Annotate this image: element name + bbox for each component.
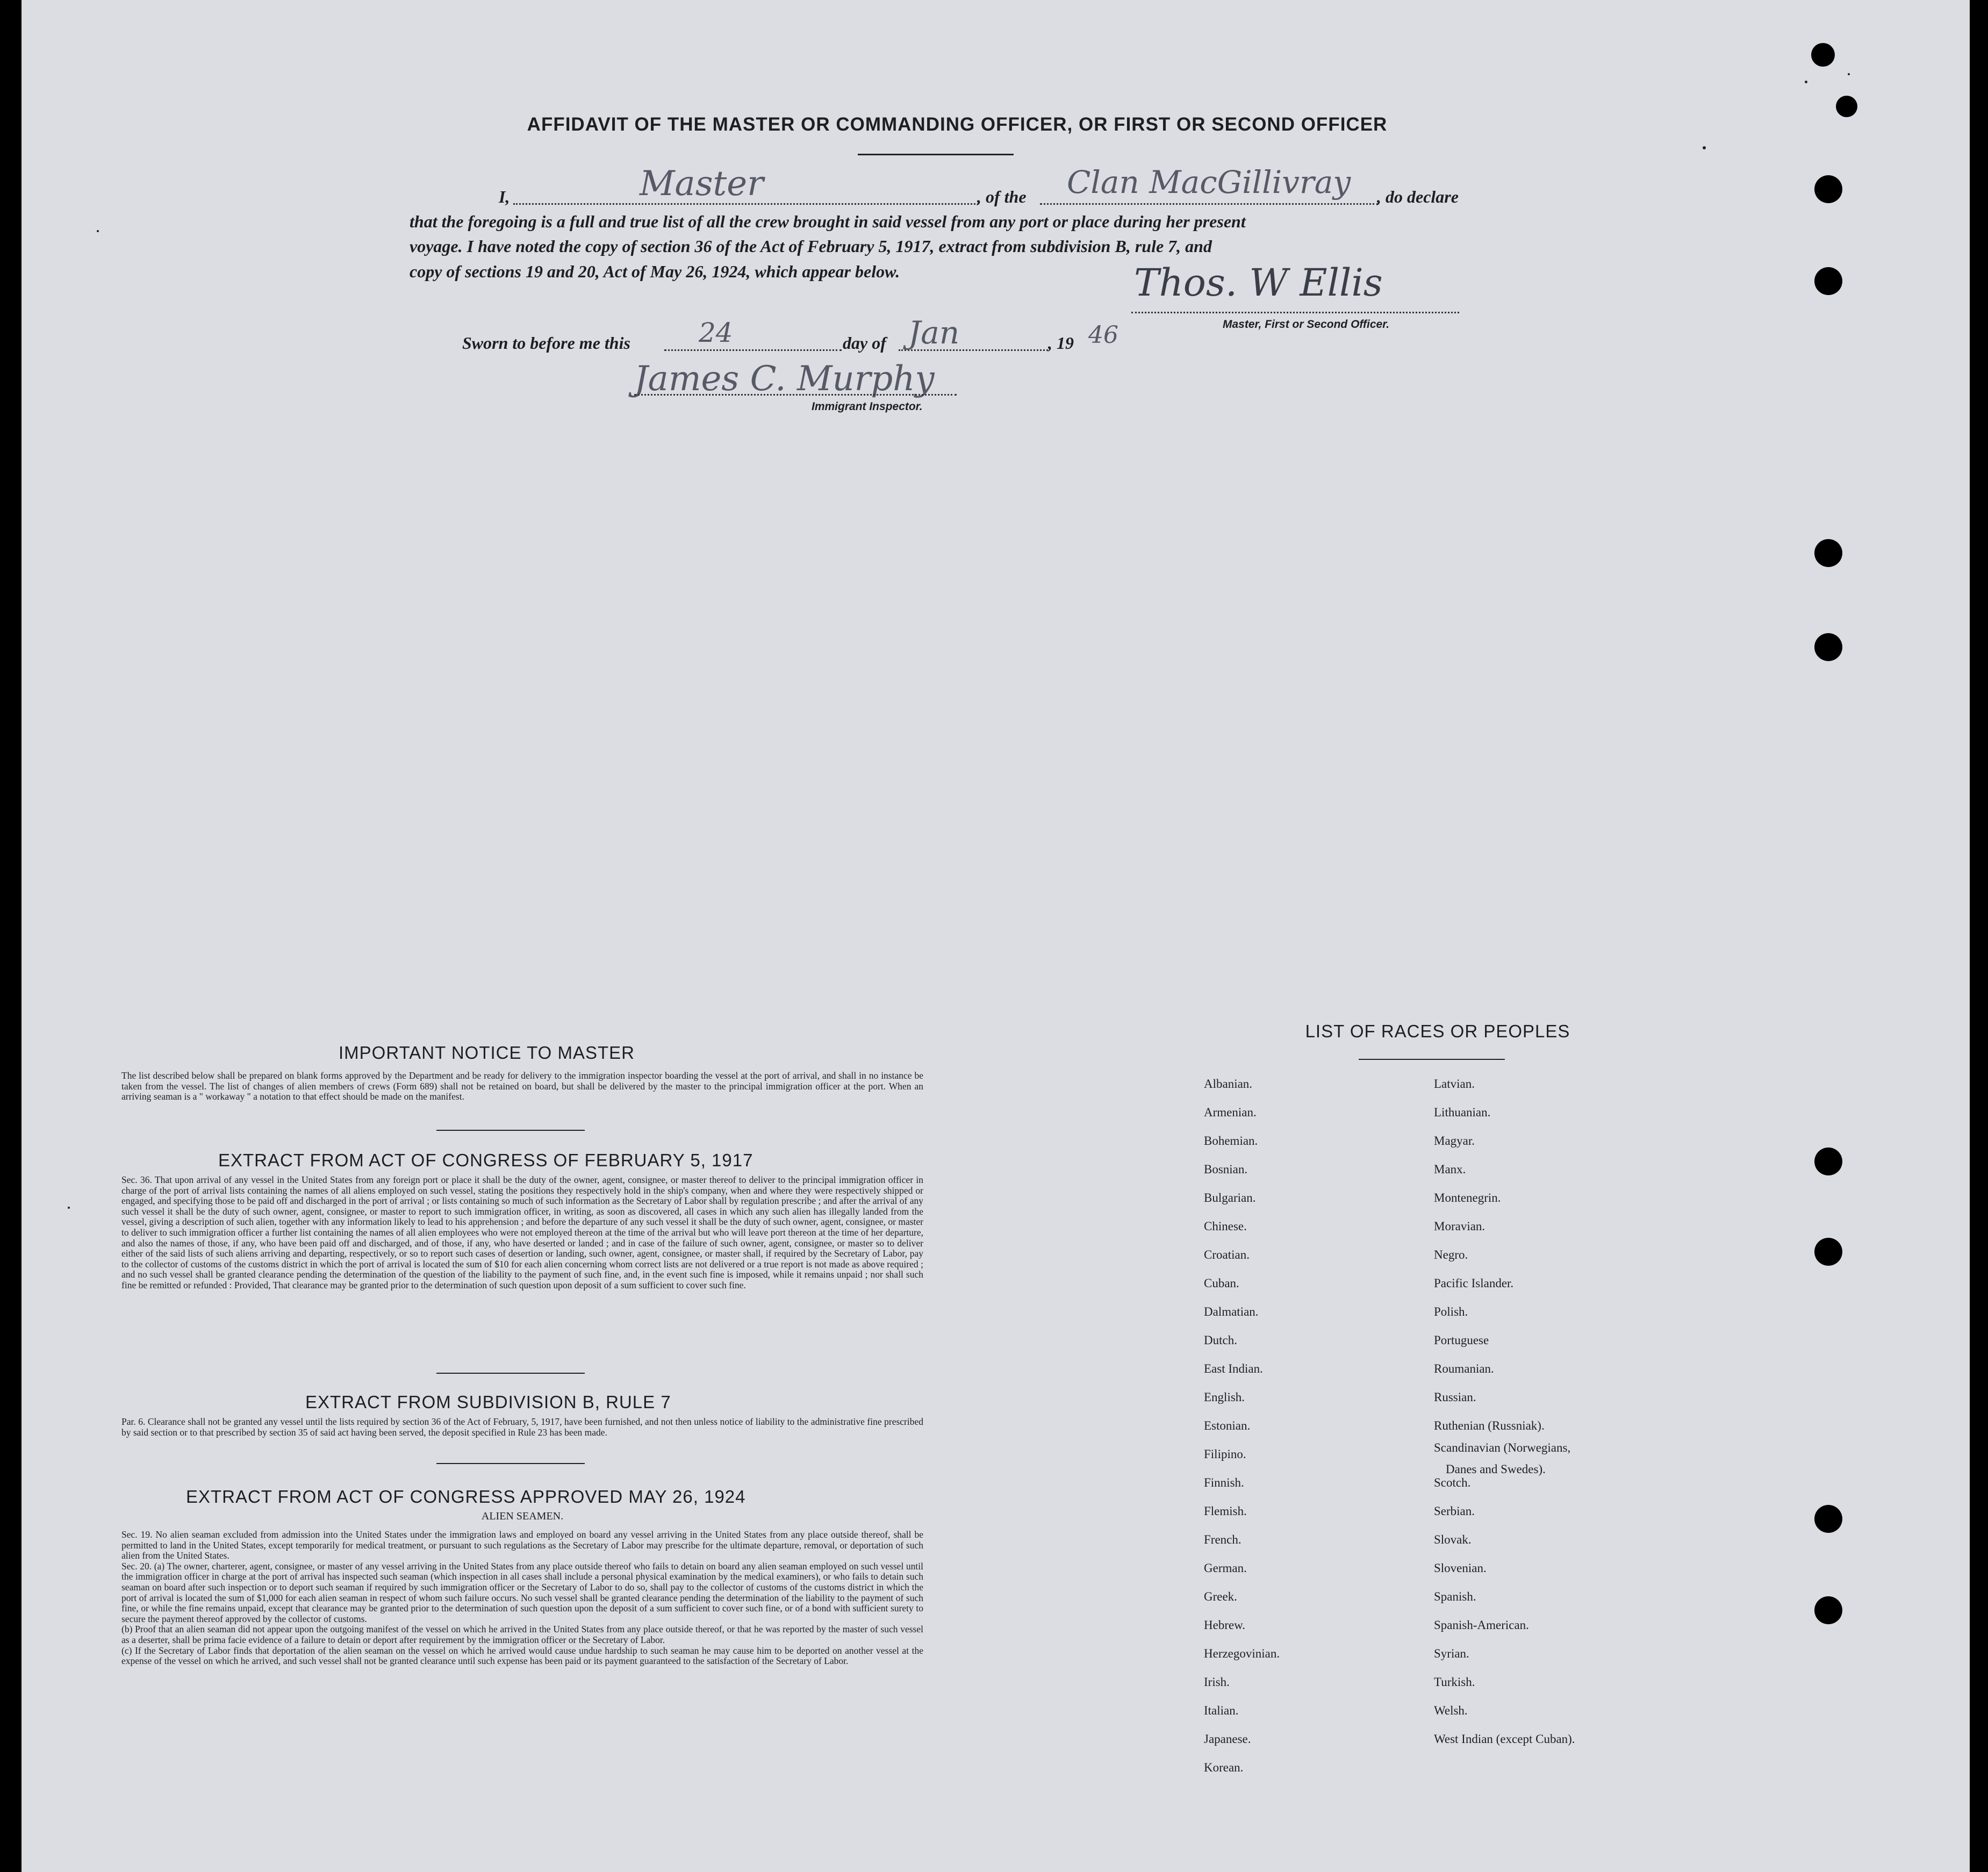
affidavit-line-3: voyage. I have noted the copy of section 36 of the Act of February 5, 1917, extract from subdivision B, rule 7, and xyxy=(410,236,1212,256)
affidavit-do-declare: , do declare xyxy=(1377,187,1459,206)
race-item: Flemish. xyxy=(1204,1504,1247,1518)
race-item: Latvian. xyxy=(1434,1077,1475,1091)
extract-1924-title: EXTRACT FROM ACT OF CONGRESS APPROVED MAY 26, 1924 xyxy=(186,1487,746,1507)
extract-1924-sections xyxy=(121,1530,923,1667)
race-item: Finnish. xyxy=(1204,1476,1244,1489)
master-signature: Thos. W Ellis xyxy=(1134,261,1383,305)
race-item: Serbian. xyxy=(1434,1504,1475,1518)
race-item: Albanian. xyxy=(1204,1077,1253,1091)
race-item: Greek. xyxy=(1204,1590,1237,1603)
extract-1924-rule xyxy=(436,1463,585,1464)
handwritten-year: 46 xyxy=(1088,321,1118,349)
race-item: Chinese. xyxy=(1204,1220,1247,1233)
race-item: Bohemian. xyxy=(1204,1134,1258,1147)
race-item: Irish. xyxy=(1204,1675,1230,1689)
race-item: Danes and Swedes). xyxy=(1446,1462,1546,1476)
inspector-signature: James C. Murphy xyxy=(634,359,935,399)
affidavit-of-the: , of the xyxy=(977,187,1027,206)
signature-line xyxy=(1131,312,1459,313)
handwritten-vessel: Clan MacGillivray xyxy=(1067,164,1351,200)
races-rule xyxy=(1359,1059,1505,1060)
race-item: Bulgarian. xyxy=(1204,1191,1256,1204)
section-19-text: Sec. 19. No alien seaman excluded from admission into the United States under the immigration laws and employed on board any vessel arriving in the United States from any place outside thereof, shall be permitted to land in the United States, except temporarily for medical treatment, or pursuant to such regulations as the Secretary of Labor may prescribe for the ultimate departure, removal, or deportation of such alien from the United States. xyxy=(121,1529,923,1561)
race-item: Slovenian. xyxy=(1434,1561,1487,1575)
binder-hole xyxy=(1814,1147,1842,1175)
inspector-line xyxy=(634,394,957,396)
section-20a-text: Sec. 20. (a) The owner, charterer, agent, consignee, or master of any vessel arriving in the United States from any place outside thereof who fails to detain on board any alien seaman employed on such vessel until the immigration officer in charge at the port of arrival has inspected such seaman (which inspection in all cases shall include a personal physical examination by the medical examiners), or who fails to detain such seaman on board after such inspection or to deport such seaman if required by such immigration officer or the Secretary of Labor to do so, shall pay to the collector of customs of the customs district in which the port of arrival is located the sum of $1,000 for each alien seaman in respect of whom such failure occurs. No such vessel shall be granted clearance pending the determination of the liability to the payment of such fine, or while the fine remains unpaid, except that clearance may be granted prior to the determination of such question upon the deposit of a sum sufficient to cover such fine, or of a bond with sufficient surety to secure the payment thereof approved by the collector of customs. xyxy=(121,1560,923,1624)
race-item: French. xyxy=(1204,1533,1241,1546)
race-item: Italian. xyxy=(1204,1704,1239,1717)
notice-text: The list described below shall be prepared on blank forms approved by the Department and be ready for delivery to the immigration inspector boarding the vessel at the port of arrival, and shall in no instance be taken from the vessel. The list of changes of alien members of crews (Form 689) shall not be retained on board, but shall be delivered by the master to the principal immigration officer at the port. When an arriving seaman is a " workaway " a notation to that effect should be made on the manifest. xyxy=(121,1070,923,1102)
signature-caption: Master, First or Second Officer. xyxy=(1223,318,1390,331)
race-item: Korean. xyxy=(1204,1761,1244,1774)
race-item: Herzegovinian. xyxy=(1204,1647,1280,1660)
speck xyxy=(68,1207,70,1209)
handwritten-day: 24 xyxy=(699,317,733,348)
year-prefix: , 19 xyxy=(1048,333,1074,353)
race-item: Syrian. xyxy=(1434,1647,1469,1660)
race-item: Japanese. xyxy=(1204,1732,1251,1746)
race-item: Dalmatian. xyxy=(1204,1305,1259,1318)
speck xyxy=(97,230,99,232)
affidavit-i: I, xyxy=(499,187,510,206)
extract-1924-subtitle: ALIEN SEAMEN. xyxy=(481,1510,564,1522)
race-item: East Indian. xyxy=(1204,1362,1263,1375)
affidavit-line-4: copy of sections 19 and 20, Act of May 26, 1924, which appear below. xyxy=(410,262,900,281)
race-item: Filipino. xyxy=(1204,1447,1246,1461)
inspector-caption: Immigrant Inspector. xyxy=(812,400,923,413)
race-item: German. xyxy=(1204,1561,1247,1575)
binder-hole xyxy=(1814,1505,1842,1533)
binder-hole xyxy=(1814,1238,1842,1266)
day-of-label: day of xyxy=(843,333,886,353)
extract-rule7-title: EXTRACT FROM SUBDIVISION B, RULE 7 xyxy=(305,1392,671,1412)
race-item: Magyar. xyxy=(1434,1134,1475,1147)
race-item: Hebrew. xyxy=(1204,1618,1246,1632)
races-title: LIST OF RACES OR PEOPLES xyxy=(1305,1021,1570,1041)
rule-7-rule xyxy=(436,1373,585,1374)
binder-hole xyxy=(1811,43,1835,67)
section-20b-text: (b) Proof that an alien seaman did not appear upon the outgoing manifest of the vessel on which he arrived in the United States from any place outside thereof, or that he was reported by the master of such vessel as a deserter, shall be prima facie evidence of a failure to detain or deport after requirement by the immigration officer or the Secretary of Labor. xyxy=(121,1624,923,1645)
handwritten-month: Jan xyxy=(908,314,960,351)
binder-hole xyxy=(1814,267,1842,295)
race-item: Polish. xyxy=(1434,1305,1468,1318)
affidavit-title: AFFIDAVIT OF THE MASTER OR COMMANDING OFFICER, OR FIRST OR SECOND OFFICER xyxy=(527,114,1388,135)
race-item: Spanish-American. xyxy=(1434,1618,1529,1632)
speck xyxy=(1848,73,1850,75)
day-line xyxy=(664,349,842,351)
document-page xyxy=(21,0,1970,1872)
speck xyxy=(1805,81,1807,83)
race-item: Portuguese xyxy=(1434,1333,1489,1347)
notice-title: IMPORTANT NOTICE TO MASTER xyxy=(339,1043,635,1063)
title-rule xyxy=(858,154,1014,155)
race-item: Estonian. xyxy=(1204,1419,1251,1432)
race-item: Roumanian. xyxy=(1434,1362,1494,1375)
extract-1917-title: EXTRACT FROM ACT OF CONGRESS OF FEBRUARY 5, 1917 xyxy=(218,1150,753,1170)
extract-1917-text: Sec. 36. That upon arrival of any vessel in the United States from any foreign port or place it shall be the duty of the owner, agent, consignee, or master thereof to deliver to the principal immigration officer in charge of the port of arrival lists containing the names of all aliens employed on such vessel, stating the positions they respectively hold in the ship's company, when and where they were respectively shipped or engaged, and specifying those to be paid off and discharged in the port of arrival ; or lists containing so much of such information as the Secretary of Labor shall by regulation prescribe ; and after the arrival of any such vessel it shall be the duty of such owner, agent, consignee, or master to report to such immigration officer, in writing, as soon as discovered, all cases in which any such alien has illegally landed from the vessel, giving a description of such alien, together with any information likely to lead to his apprehension ; and before the departure of any such vessel it shall be the duty of such owner, agent, consignee, or master to deliver to such immigration officer a further list containing the names of all alien employees who were not employed thereon at the time of the arrival but who will leave port thereon at the time of her departure, and also the names of those, if any, who have been paid off and discharged, and of those, if any, who have deserted or landed ; and in case of the failure of such owner, agent, consignee, or master so to deliver either of the said lists of such aliens arriving and departing, respectively, or so to report such cases of desertion or landing, such owner, agent, consignee, or master shall, if required by the Secretary of Labor, pay to the collector of customs of the customs district in which the port of arrival is located the sum of $10 for each alien concerning whom correct lists are not delivered or a true report is not made as above required ; and no such vessel shall be granted clearance pending the determination of the question of the liability to the payment of such fine, and, in the event such fine is imposed, while it remains unpaid ; nor shall such fine be remitted or refunded : Provided, That clearance may be granted prior to the determination of such question upon deposit of a sum sufficient to cover such fine. xyxy=(121,1174,923,1290)
binder-hole xyxy=(1836,96,1857,117)
race-item: Croatian. xyxy=(1204,1248,1250,1261)
binder-hole xyxy=(1814,175,1842,203)
speck xyxy=(1703,146,1706,149)
race-item: Scandinavian (Norwegians, xyxy=(1434,1441,1571,1454)
race-item: English. xyxy=(1204,1390,1245,1404)
race-item: Russian. xyxy=(1434,1390,1476,1404)
race-item: Manx. xyxy=(1434,1163,1466,1176)
affidavit-line-2: that the foregoing is a full and true list of all the crew brought in said vessel from any port or place during her present xyxy=(410,212,1246,231)
extract-rule7-text: Par. 6. Clearance shall not be granted any vessel until the lists required by section 36 of the Act of February, 5, 1917, have been furnished, and not then unless notice of liability to the administrative fine prescribed by said section or to that prescribed by section 35 of said act having been served, the deposit specified in Rule 23 has been made. xyxy=(121,1416,923,1438)
race-item: Scotch. xyxy=(1434,1476,1471,1489)
race-item: Pacific Islander. xyxy=(1434,1276,1514,1290)
race-item: Montenegrin. xyxy=(1434,1191,1501,1204)
race-item: Ruthenian (Russniak). xyxy=(1434,1419,1545,1432)
notice-rule xyxy=(436,1130,585,1131)
race-item: Moravian. xyxy=(1434,1220,1485,1233)
binder-hole xyxy=(1814,1596,1842,1624)
race-item: Lithuanian. xyxy=(1434,1106,1491,1119)
binder-hole xyxy=(1814,633,1842,661)
sworn-prefix: Sworn to before me this xyxy=(462,333,630,353)
race-item: West Indian (except Cuban). xyxy=(1434,1732,1575,1746)
handwritten-name: Master xyxy=(640,164,764,204)
race-item: Cuban. xyxy=(1204,1276,1239,1290)
section-20c-text: (c) If the Secretary of Labor finds that deportation of the alien seaman on the vessel on which he arrived would cause undue hardship to such seaman he may cause him to be deported on another vessel at the expense of the vessel on which he arrived, and such vessel shall not be granted clearance until such expense has been paid or its payment guaranteed to the satisfaction of the Secretary of Labor. xyxy=(121,1645,923,1667)
race-item: Spanish. xyxy=(1434,1590,1476,1603)
race-item: Armenian. xyxy=(1204,1106,1257,1119)
race-item: Welsh. xyxy=(1434,1704,1468,1717)
binder-hole xyxy=(1814,539,1842,567)
vessel-line xyxy=(1040,203,1379,205)
race-item: Slovak. xyxy=(1434,1533,1472,1546)
race-item: Negro. xyxy=(1434,1248,1468,1261)
race-item: Bosnian. xyxy=(1204,1163,1248,1176)
race-item: Turkish. xyxy=(1434,1675,1475,1689)
race-item: Dutch. xyxy=(1204,1333,1237,1347)
